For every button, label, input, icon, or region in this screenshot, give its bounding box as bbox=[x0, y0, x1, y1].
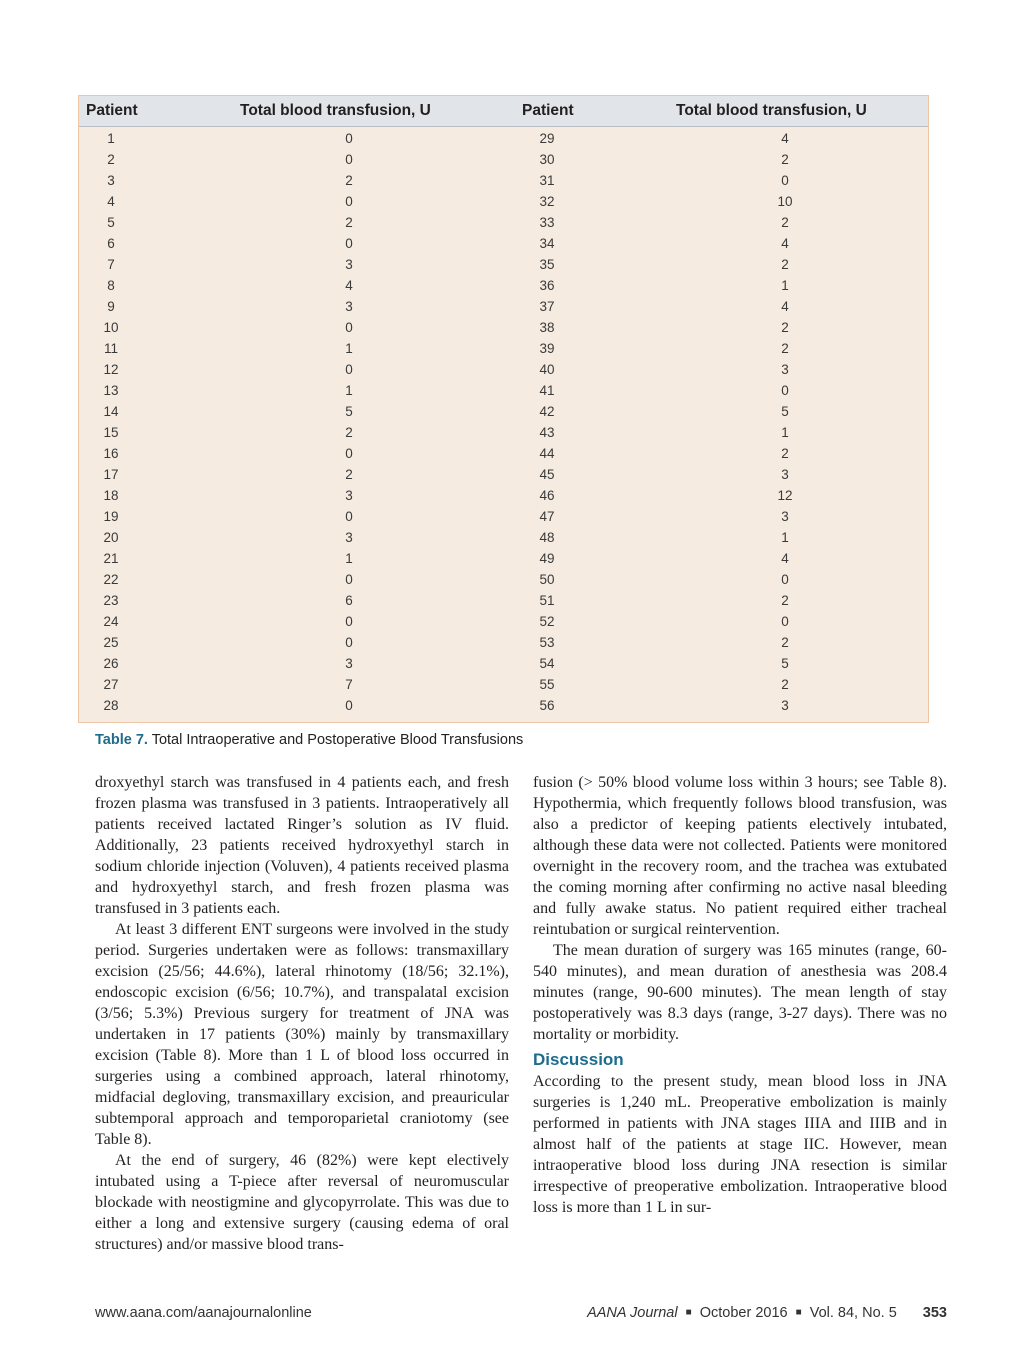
cell-patient: 30 bbox=[539, 152, 555, 167]
journal-url[interactable]: www.aana.com/aanajournalonline bbox=[95, 1305, 312, 1321]
table-row bbox=[79, 170, 928, 191]
cell-patient: 29 bbox=[539, 131, 555, 146]
cell-total-transfusion: 1 bbox=[345, 551, 353, 566]
cell-total-transfusion: 7 bbox=[345, 677, 353, 692]
cell-total-transfusion: 2 bbox=[345, 173, 353, 188]
cell-total-transfusion: 5 bbox=[781, 656, 789, 671]
cell-total-transfusion: 0 bbox=[345, 446, 353, 461]
volume-number: Vol. 84, No. 5 bbox=[809, 1305, 897, 1321]
cell-patient: 41 bbox=[539, 383, 555, 398]
cell-total-transfusion: 0 bbox=[345, 635, 353, 650]
table-row bbox=[79, 653, 928, 674]
table-row bbox=[79, 359, 928, 380]
cell-patient: 7 bbox=[107, 257, 115, 272]
table-row bbox=[79, 317, 928, 338]
cell-total-transfusion: 3 bbox=[345, 299, 353, 314]
cell-patient: 46 bbox=[539, 488, 555, 503]
cell-patient: 37 bbox=[539, 299, 555, 314]
cell-total-transfusion: 4 bbox=[781, 131, 789, 146]
paragraph: At the end of surgery, 46 (82%) were kept electively intubated using a T-piece after reversal of neuromuscular blockade with neostigmine and glycopyrrolate. This was due to either a long and extensive surgery (causing edema of oral structures) and/or massive blood trans- bbox=[95, 1152, 509, 1253]
cell-total-transfusion: 0 bbox=[781, 572, 789, 587]
cell-patient: 16 bbox=[103, 446, 119, 461]
body-column-left bbox=[95, 772, 509, 1255]
cell-patient: 6 bbox=[107, 236, 115, 251]
cell-total-transfusion: 1 bbox=[781, 278, 789, 293]
paragraph: fusion (> 50% blood volume loss within 3 hours; see Table 8). Hypothermia, which frequently follows blood transfusion, was also a predictor of keeping patients electively intubated, although these data were not collected. Patients were monitored overnight in the recovery room, and the trachea was extubated the coming morning after confirming no active nasal bleeding and fully awake status. No patient required either tracheal reintubation or surgical reintervention. bbox=[533, 774, 947, 938]
table-header bbox=[79, 96, 928, 127]
cell-patient: 25 bbox=[103, 635, 119, 650]
cell-total-transfusion: 1 bbox=[345, 341, 353, 356]
cell-total-transfusion: 2 bbox=[345, 467, 353, 482]
table-row bbox=[79, 485, 928, 506]
table-row bbox=[79, 506, 928, 527]
cell-total-transfusion: 2 bbox=[781, 635, 789, 650]
cell-patient: 9 bbox=[107, 299, 115, 314]
cell-patient: 49 bbox=[539, 551, 555, 566]
cell-patient: 13 bbox=[103, 383, 119, 398]
transfusion-table bbox=[78, 95, 929, 723]
cell-total-transfusion: 12 bbox=[777, 488, 793, 503]
table-body bbox=[79, 128, 928, 716]
cell-total-transfusion: 0 bbox=[781, 614, 789, 629]
table-row bbox=[79, 422, 928, 443]
table-row bbox=[79, 464, 928, 485]
table-row bbox=[79, 254, 928, 275]
cell-patient: 22 bbox=[103, 572, 119, 587]
cell-total-transfusion: 2 bbox=[781, 677, 789, 692]
cell-total-transfusion: 3 bbox=[345, 488, 353, 503]
table-row bbox=[79, 233, 928, 254]
table-row bbox=[79, 275, 928, 296]
cell-patient: 55 bbox=[539, 677, 555, 692]
cell-patient: 14 bbox=[103, 404, 119, 419]
cell-total-transfusion: 0 bbox=[345, 320, 353, 335]
header-total-transfusion-2: Total blood transfusion, U bbox=[676, 102, 867, 119]
table-row bbox=[79, 296, 928, 317]
cell-patient: 35 bbox=[539, 257, 555, 272]
table-row bbox=[79, 548, 928, 569]
cell-total-transfusion: 0 bbox=[345, 152, 353, 167]
cell-total-transfusion: 2 bbox=[781, 446, 789, 461]
cell-patient: 33 bbox=[539, 215, 555, 230]
paragraph: droxyethyl starch was transfused in 4 patients each, and fresh frozen plasma was transfused in 3 patients. Intraoperatively all patients received lactated Ringer’s solution as IV fluid. Additionally, 23 patients received hydroxyethyl starch in sodium chloride injection (Voluven), 4 patients received plasma and hydroxyethyl starch, and fresh frozen plasma was transfused in 3 patients each. bbox=[95, 774, 509, 917]
table-row bbox=[79, 695, 928, 716]
cell-total-transfusion: 6 bbox=[345, 593, 353, 608]
cell-total-transfusion: 2 bbox=[781, 152, 789, 167]
cell-total-transfusion: 2 bbox=[781, 341, 789, 356]
cell-patient: 12 bbox=[103, 362, 119, 377]
table-row bbox=[79, 611, 928, 632]
cell-total-transfusion: 3 bbox=[781, 698, 789, 713]
cell-patient: 28 bbox=[103, 698, 119, 713]
cell-patient: 31 bbox=[539, 173, 555, 188]
cell-patient: 53 bbox=[539, 635, 555, 650]
cell-total-transfusion: 0 bbox=[345, 236, 353, 251]
table-row bbox=[79, 632, 928, 653]
cell-total-transfusion: 0 bbox=[345, 698, 353, 713]
cell-patient: 40 bbox=[539, 362, 555, 377]
cell-total-transfusion: 1 bbox=[781, 425, 789, 440]
cell-patient: 47 bbox=[539, 509, 555, 524]
cell-total-transfusion: 3 bbox=[781, 509, 789, 524]
cell-total-transfusion: 0 bbox=[345, 362, 353, 377]
header-patient-2: Patient bbox=[522, 102, 574, 119]
header-patient-1: Patient bbox=[86, 102, 138, 119]
table-row bbox=[79, 569, 928, 590]
cell-patient: 20 bbox=[103, 530, 119, 545]
cell-patient: 5 bbox=[107, 215, 115, 230]
table-row bbox=[79, 590, 928, 611]
cell-total-transfusion: 0 bbox=[781, 173, 789, 188]
cell-total-transfusion: 0 bbox=[345, 614, 353, 629]
cell-total-transfusion: 0 bbox=[345, 572, 353, 587]
cell-patient: 1 bbox=[107, 131, 115, 146]
cell-patient: 18 bbox=[103, 488, 119, 503]
cell-patient: 24 bbox=[103, 614, 119, 629]
cell-total-transfusion: 4 bbox=[781, 551, 789, 566]
section-heading-discussion: Discussion bbox=[533, 1050, 624, 1069]
cell-patient: 54 bbox=[539, 656, 555, 671]
cell-patient: 23 bbox=[103, 593, 119, 608]
table-row bbox=[79, 443, 928, 464]
cell-patient: 45 bbox=[539, 467, 555, 482]
cell-patient: 27 bbox=[103, 677, 119, 692]
cell-total-transfusion: 10 bbox=[777, 194, 793, 209]
cell-patient: 3 bbox=[107, 173, 115, 188]
body-column-right bbox=[533, 772, 947, 1218]
cell-patient: 26 bbox=[103, 656, 119, 671]
table-row bbox=[79, 674, 928, 695]
cell-total-transfusion: 3 bbox=[781, 362, 789, 377]
cell-total-transfusion: 4 bbox=[781, 299, 789, 314]
table-caption bbox=[95, 732, 523, 748]
page-footer bbox=[95, 1305, 947, 1325]
cell-patient: 15 bbox=[103, 425, 119, 440]
cell-patient: 36 bbox=[539, 278, 555, 293]
paragraph: The mean duration of surgery was 165 minutes (range, 60-540 minutes), and mean duration of anesthesia was 208.4 minutes (range, 90-600 minutes). The mean length of stay postoperatively was 8.3 days (range, 3-27 days). There was no mortality or morbidity. bbox=[533, 942, 947, 1043]
cell-patient: 51 bbox=[539, 593, 555, 608]
cell-total-transfusion: 4 bbox=[781, 236, 789, 251]
cell-total-transfusion: 1 bbox=[345, 383, 353, 398]
cell-patient: 42 bbox=[539, 404, 555, 419]
cell-patient: 2 bbox=[107, 152, 115, 167]
separator-square-icon: ■ bbox=[685, 1307, 692, 1318]
cell-patient: 19 bbox=[103, 509, 119, 524]
cell-total-transfusion: 2 bbox=[781, 593, 789, 608]
cell-patient: 39 bbox=[539, 341, 555, 356]
cell-patient: 10 bbox=[103, 320, 119, 335]
cell-patient: 17 bbox=[103, 467, 119, 482]
cell-patient: 43 bbox=[539, 425, 555, 440]
cell-total-transfusion: 5 bbox=[781, 404, 789, 419]
cell-patient: 44 bbox=[539, 446, 555, 461]
table-row bbox=[79, 212, 928, 233]
cell-patient: 4 bbox=[107, 194, 115, 209]
journal-info bbox=[587, 1305, 947, 1321]
cell-total-transfusion: 0 bbox=[345, 509, 353, 524]
table-row bbox=[79, 401, 928, 422]
cell-total-transfusion: 3 bbox=[345, 656, 353, 671]
cell-total-transfusion: 2 bbox=[781, 215, 789, 230]
cell-total-transfusion: 3 bbox=[781, 467, 789, 482]
cell-total-transfusion: 0 bbox=[781, 383, 789, 398]
table-caption-label: Table 7. bbox=[95, 732, 148, 748]
cell-patient: 11 bbox=[103, 341, 118, 356]
cell-patient: 48 bbox=[539, 530, 555, 545]
cell-total-transfusion: 0 bbox=[345, 194, 353, 209]
cell-patient: 38 bbox=[539, 320, 555, 335]
table-row bbox=[79, 149, 928, 170]
cell-total-transfusion: 2 bbox=[345, 215, 353, 230]
journal-name: AANA Journal bbox=[587, 1305, 678, 1321]
cell-total-transfusion: 4 bbox=[345, 278, 353, 293]
cell-patient: 34 bbox=[539, 236, 555, 251]
cell-total-transfusion: 2 bbox=[345, 425, 353, 440]
cell-total-transfusion: 0 bbox=[345, 131, 353, 146]
table-row bbox=[79, 380, 928, 401]
page-number: 353 bbox=[922, 1305, 947, 1321]
header-total-transfusion-1: Total blood transfusion, U bbox=[240, 102, 431, 119]
cell-patient: 52 bbox=[539, 614, 555, 629]
cell-total-transfusion: 3 bbox=[345, 530, 353, 545]
cell-total-transfusion: 5 bbox=[345, 404, 353, 419]
cell-total-transfusion: 2 bbox=[781, 320, 789, 335]
table-row bbox=[79, 128, 928, 149]
cell-patient: 50 bbox=[539, 572, 555, 587]
paragraph: At least 3 different ENT surgeons were involved in the study period. Surgeries undertaken were as follows: transmaxillary excision (25/56; 44.6%), lateral rhinotomy (18/56; 32.1%), endoscopic excision (6/56; 10.7%), and transpalatal excision (3/56; 5.3%) Previous surgery for treatment of JNA was undertaken in 17 patients (30%) mainly by transmaxillary excision (Table 8). More than 1 L of blood loss occurred in surgeries using a combined approach, lateral rhinotomy, midfacial degloving, transmaxillary excision, and preauricular subtemporal approach and temporoparietal craniotomy (see Table 8). bbox=[95, 921, 509, 1148]
cell-patient: 8 bbox=[107, 278, 115, 293]
cell-patient: 56 bbox=[539, 698, 555, 713]
table-row bbox=[79, 527, 928, 548]
cell-patient: 32 bbox=[539, 194, 555, 209]
cell-total-transfusion: 1 bbox=[781, 530, 789, 545]
table-row bbox=[79, 338, 928, 359]
paragraph: According to the present study, mean blood loss in JNA surgeries is 1,240 mL. Preoperative embolization is mainly performed in patients with JNA stages IIIA and IIIB and in almost half of the patients at stage IIC. However, mean intraoperative blood loss during JNA resection is similar irrespective of preoperative embolization. Intraoperative blood loss is more than 1 L in sur- bbox=[533, 1073, 947, 1216]
cell-patient: 21 bbox=[103, 551, 119, 566]
cell-total-transfusion: 2 bbox=[781, 257, 789, 272]
table-caption-text: Total Intraoperative and Postoperative Blood Transfusions bbox=[151, 732, 524, 748]
issue-date: October 2016 bbox=[699, 1305, 788, 1321]
table-row bbox=[79, 191, 928, 212]
separator-square-icon: ■ bbox=[795, 1307, 802, 1318]
cell-total-transfusion: 3 bbox=[345, 257, 353, 272]
